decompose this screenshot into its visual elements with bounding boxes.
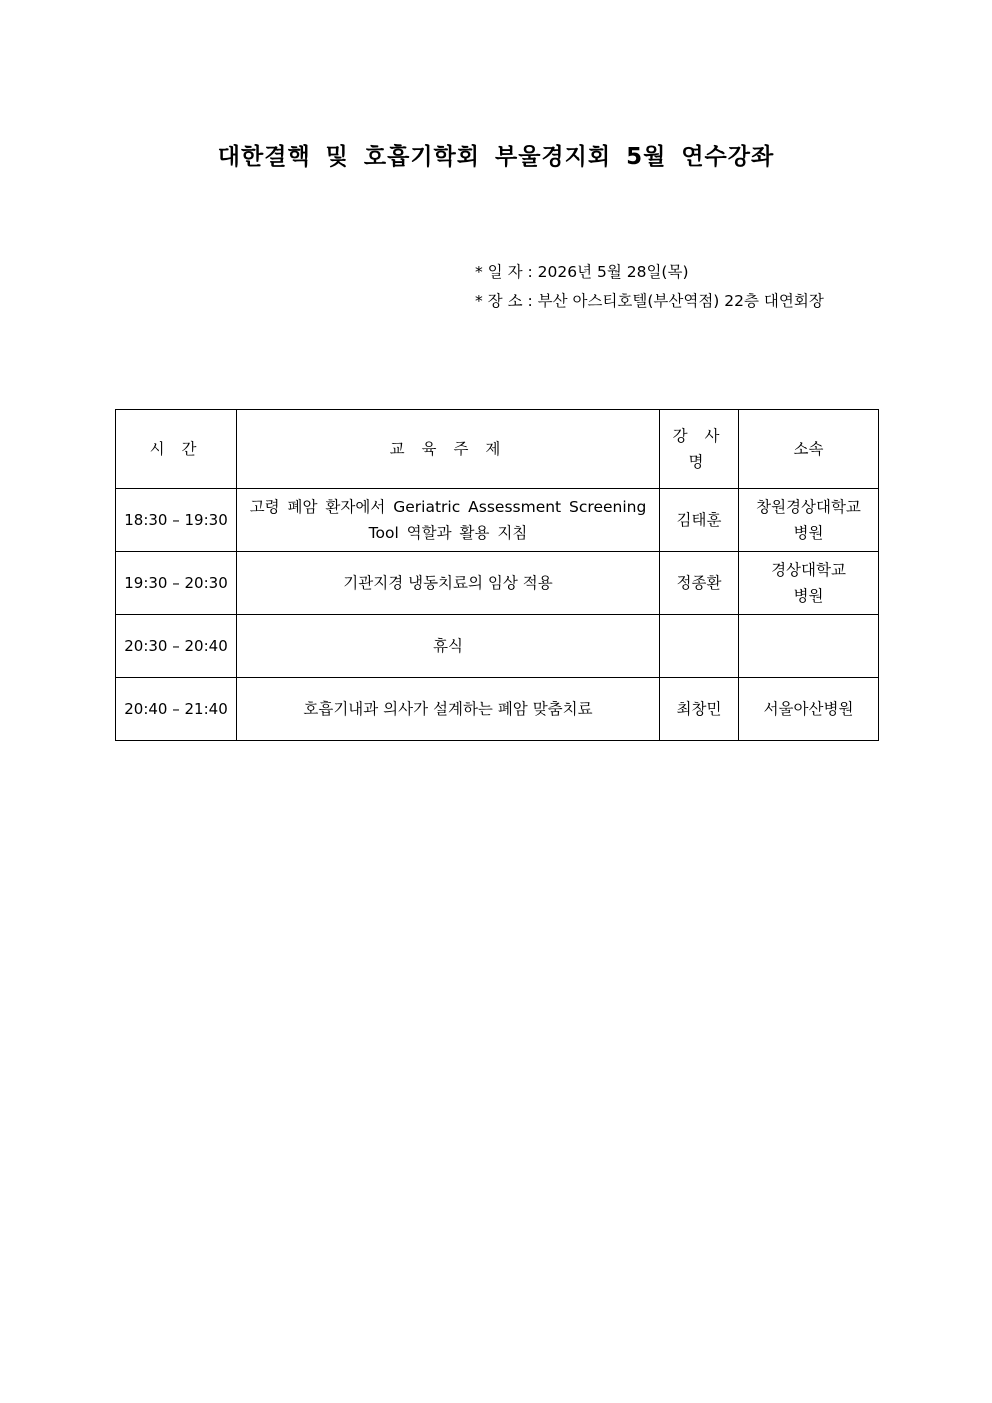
session-affiliation — [739, 615, 879, 678]
session-time: 19:30 – 20:30 — [116, 552, 237, 615]
table-row — [116, 678, 879, 741]
session-topic-line: Tool 역할과 활용 지침 — [368, 524, 528, 542]
session-speaker: 정종환 — [660, 552, 739, 615]
session-topic — [237, 489, 660, 552]
document-title: 대한결핵 및 호흡기학회 부울경지회 5월 연수강좌 — [217, 144, 775, 170]
affiliation-line: 경상대학교 — [771, 561, 846, 579]
session-affiliation — [739, 552, 879, 615]
header-time: 시 간 — [116, 410, 237, 489]
affiliation-line: 병원 — [793, 524, 824, 542]
session-topic: 휴식 — [237, 615, 660, 678]
header-speaker: 강 사 명 — [660, 410, 739, 489]
session-speaker: 김태훈 — [660, 489, 739, 552]
event-info — [475, 258, 824, 316]
session-topic: 호흡기내과 의사가 설계하는 폐암 맞춤치료 — [237, 678, 660, 741]
session-affiliation — [739, 489, 879, 552]
header-topic: 교 육 주 제 — [237, 410, 660, 489]
session-time: 20:40 – 21:40 — [116, 678, 237, 741]
table-header-row — [116, 410, 879, 489]
event-date: * 일 자 : 2026년 5월 28일(목) — [475, 263, 689, 281]
table-row — [116, 552, 879, 615]
session-topic-line: 고령 폐암 환자에서 Geriatric Assessment Screening — [249, 498, 647, 516]
affiliation-line: 창원경상대학교 — [756, 498, 861, 516]
session-time: 18:30 – 19:30 — [116, 489, 237, 552]
schedule-table — [115, 409, 879, 741]
table-row — [116, 489, 879, 552]
session-topic: 기관지경 냉동치료의 임상 적용 — [237, 552, 660, 615]
table-row — [116, 615, 879, 678]
session-speaker — [660, 615, 739, 678]
header-affiliation: 소속 — [739, 410, 879, 489]
affiliation-line: 병원 — [793, 587, 824, 605]
session-time: 20:30 – 20:40 — [116, 615, 237, 678]
event-place: * 장 소 : 부산 아스티호텔(부산역점) 22층 대연회장 — [475, 292, 824, 310]
session-speaker: 최창민 — [660, 678, 739, 741]
session-affiliation: 서울아산병원 — [739, 678, 879, 741]
